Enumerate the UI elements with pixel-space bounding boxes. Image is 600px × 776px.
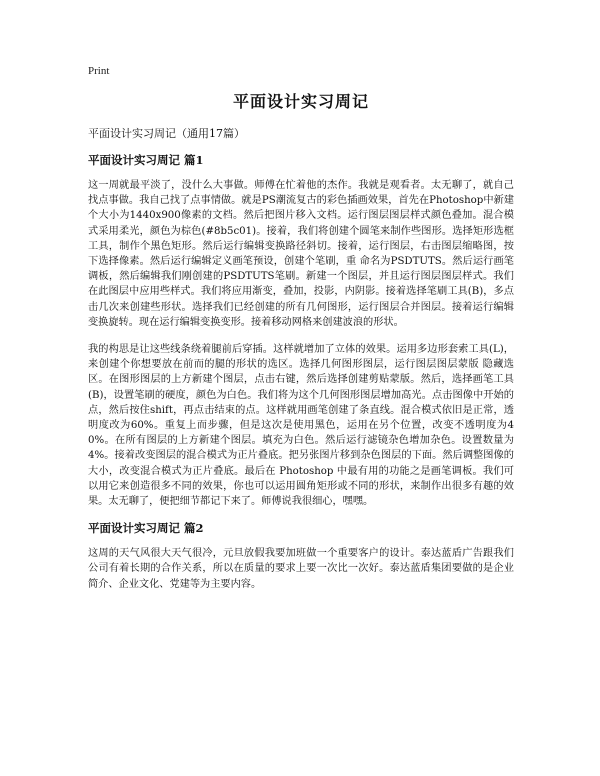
document-title: 平面设计实习周记 [232,92,369,111]
section-heading: 平面设计实习周记 篇2 [88,521,204,536]
document-page [88,64,514,604]
print-link[interactable]: Print [88,65,110,77]
section-2 [88,521,514,592]
document-subtitle: 平面设计实习周记（通用17篇） [88,127,245,140]
paragraph: 这周的天气风很大天气很冷，元旦放假我要加班做一个重要客户的设计。泰达蓝盾广告跟我们公司有着长期的合作关系，所以在质量的要求上要一次比一次好。泰达蓝盾集团要做的是企业简介、企业文化、党建等为主要内容。 [88,548,514,590]
section-heading: 平面设计实习周记 篇1 [88,153,204,167]
section-1 [88,153,514,509]
paragraph: 这一周就最平淡了，没什么大事做。师傅在忙着他的杰作。我就是观看者。太无聊了，就自己找点事做。我自己找了点事情做。就是PS潮流复古的彩色插画效果，首先在Photoshop中新建个大小为1440x900像素的文档。然后把图片移入文档。运行图层图层样式颜色叠加。混合模式采用柔光，颜色为棕色(#8b5c01)。接着，我们将创建个圆笔来制作些图形。选择矩形选框工具，制作个黑色矩形。然后运行编辑变换路径斜切。接着，运行图层，右击图层缩略图，按下选择像素。然后运行编辑定义画笔预设，创建个笔刷，重 命名为PSDTUTS。然后运行画笔调板，然后编辑我们刚创建的PSDTUTS笔刷。新建一个图层，并且运行图层图层样式。我们在此图层中应用些样式。我们将应用渐变，叠加，投影，内阴影。接着选择笔刷工具(B)，多点击几次来创建些形状。选择我们已经创建的所有几何图形，运行图层合并图层。接着运行编辑变换旋转。现在运行编辑变换变形。接着移动网格来创建波浪的形状。 [88,180,514,328]
paragraph: 我的构思是让这些线条绕着腿前后穿插。这样就增加了立体的效果。运用多边形套索工具(L)，来创建个你想要放在前而的腿的形状的选区。选择几何图形图层，运行图层图层蒙版 隐藏选区。在图形图层的上方新建个图层，点击右键，然后选择创建剪贴蒙版。然后，选择画笔工具(B)，设置笔刷的硬度，颜色为白色。我们将为这个几何图形图层增加高光。点击图像中开始的点，然后按住shift，再点击结束的点。这样就用画笔创建了条直线。混合模式依旧是正常，透明度改为60%。重复上而步骤，但是这次是使用黑色，运用在另个位置，改变不透明度为40%。在所有图层的上方新建个图层。填充为白色。然后运行滤镜杂色增加杂色。设置数量为4%。接着改变图层的混合模式为正片叠底。把另张图片移到杂色图层的下面。然后调整图像的大小，改变混合模式为正片叠底。最后在 Photoshop 中最有用的功能之是画笔调板。我们可以用它来创造很多不同的效果，你也可以运用圆角矩形或不同的形状，来制作出很多有趣的效果。太无聊了，便把细节都记下来了。师傅说我很细心，嘿嘿。 [88,344,514,508]
